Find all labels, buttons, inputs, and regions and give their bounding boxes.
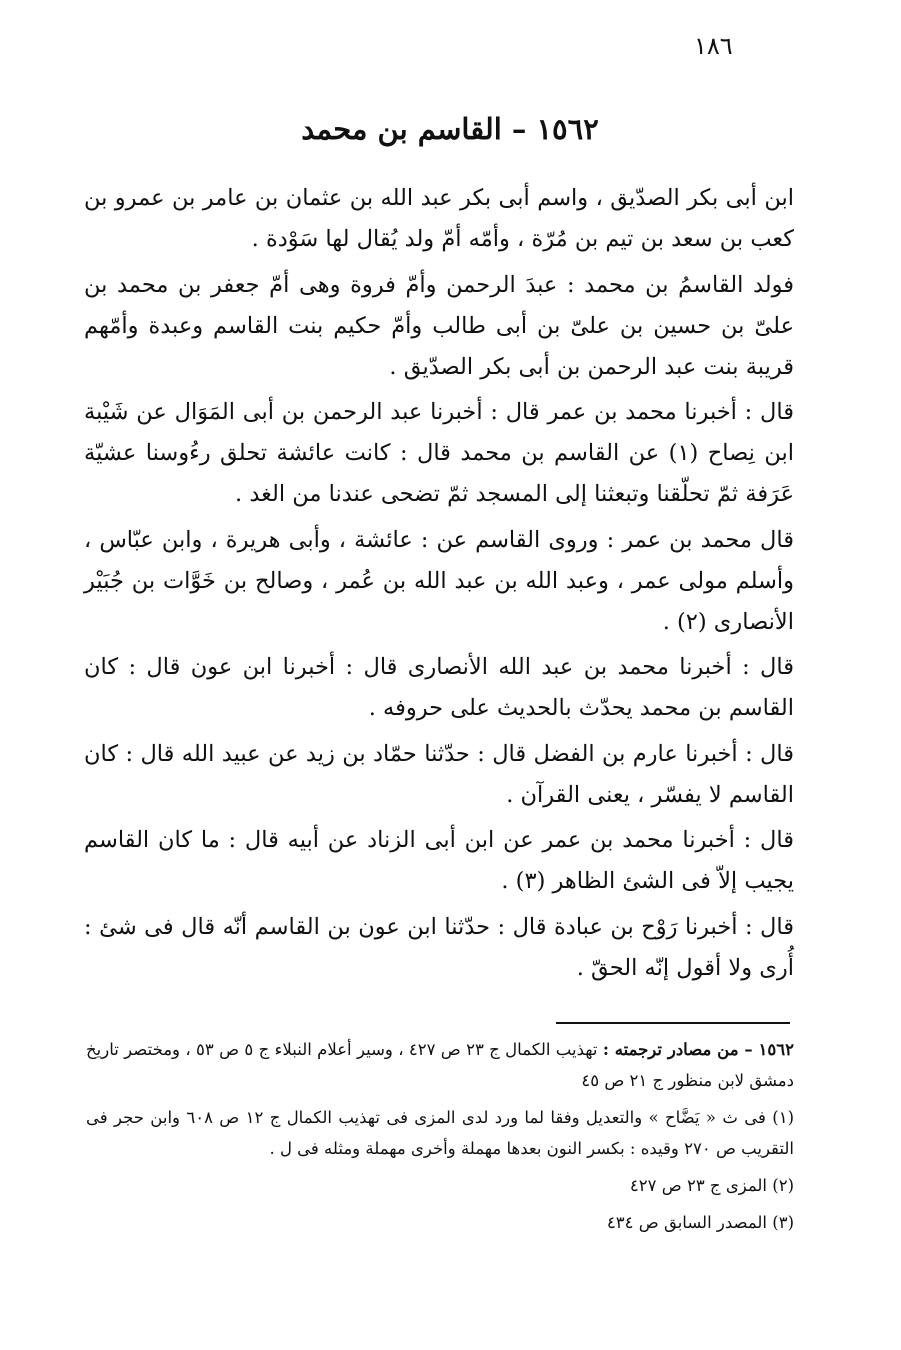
entry-heading: ١٥٦٢ – القاسم بن محمد	[301, 112, 599, 146]
footnote-3: (٣) المصدر السابق ص ٤٣٤	[606, 1213, 794, 1232]
footnote-2: (٢) المزى ج ٢٣ ص ٤٢٧	[629, 1176, 794, 1195]
entry-body	[84, 178, 794, 993]
paragraph-narrated-from: قال محمد بن عمر : وروى القاسم عن : عائشة ، وأبى هريرة ، وابن عبّاس ، وأسلم مولى عمر ، وعبد الله بن عبد الله بن عُمر ، وصالح بن خَوَّات بن جُبَيْر الأنصارى (٢) .	[84, 526, 794, 635]
paragraph-narration-opinion: قال : أخبرنا رَوْح بن عبادة قال : حدّثنا ابن عون بن القاسم أنّه قال فى شئ : أُرى ولا أقول إنّه الحقّ .	[84, 913, 794, 981]
sources-note	[86, 1034, 794, 1096]
footnote-divider	[556, 1022, 790, 1024]
paragraph-children: فولد القاسمُ بن محمد : عبدَ الرحمن وأمّ فروة وهى أمّ جعفر بن محمد بن علىّ بن حسين بن علىّ بن أبى طالب وأمّ حكيم بنت القاسم وعبدة وأمّهم قريبة بنت عبد الرحمن بن أبى بكر الصدّيق .	[84, 271, 794, 380]
sources-note-text: تهذيب الكمال ج ٢٣ ص ٤٢٧ ، وسير أعلام النبلاء ج ٥ ص ٥٣ ، ومختصر تاريخ دمشق لابن منظور ج ٢١ ص ٤٥	[86, 1040, 794, 1090]
paragraph-narration-tafsir: قال : أخبرنا عارم بن الفضل قال : حدّثنا حمّاد بن زيد عن عبيد الله قال : كان القاسم لا يفسّر ، يعنى القرآن .	[84, 740, 794, 808]
sources-note-label: ١٥٦٢ – من مصادر ترجمته :	[602, 1040, 794, 1059]
footnotes-section	[86, 1034, 794, 1244]
footnote-1: (١) فى ث « يَضَّاح » والتعديل وفقا لما ورد لدى المزى فى تهذيب الكمال ج ١٢ ص ٦٠٨ وابن حجر فى التقريب ص ٢٧٠ وقيده : بكسر النون بعدها مهملة وأخرى مهملة ومثله فى ل .	[86, 1108, 794, 1158]
paragraph-lineage: ابن أبى بكر الصدّيق ، واسم أبى بكر عبد الله بن عثمان بن عامر بن عمرو بن كعب بن سعد بن تيم بن مُرّة ، وأمّه أمّ ولد يُقال لها سَوْدة .	[84, 185, 794, 252]
paragraph-narration-shaving: قال : أخبرنا محمد بن عمر قال : أخبرنا عبد الرحمن بن أبى المَوَال عن شَيْبة ابن نِصاح (١) عن القاسم بن محمد قال : كانت عائشة تحلق رءُوسنا عشيّة عَرَفة ثمّ تحلّقنا وتبعثنا إلى المسجد ثمّ تضحى عندنا من الغد .	[84, 399, 794, 507]
paragraph-narration-hadith-letters: قال : أخبرنا محمد بن عبد الله الأنصارى قال : أخبرنا ابن عون قال : كان القاسم بن محمد يحدّث بالحديث على حروفه .	[84, 654, 794, 721]
page-number: ١٨٦	[694, 32, 733, 60]
paragraph-narration-answers: قال : أخبرنا محمد بن عمر عن ابن أبى الزناد عن أبيه قال : ما كان القاسم يجيب إلاّ فى الشئ الظاهر (٣) .	[84, 827, 794, 894]
